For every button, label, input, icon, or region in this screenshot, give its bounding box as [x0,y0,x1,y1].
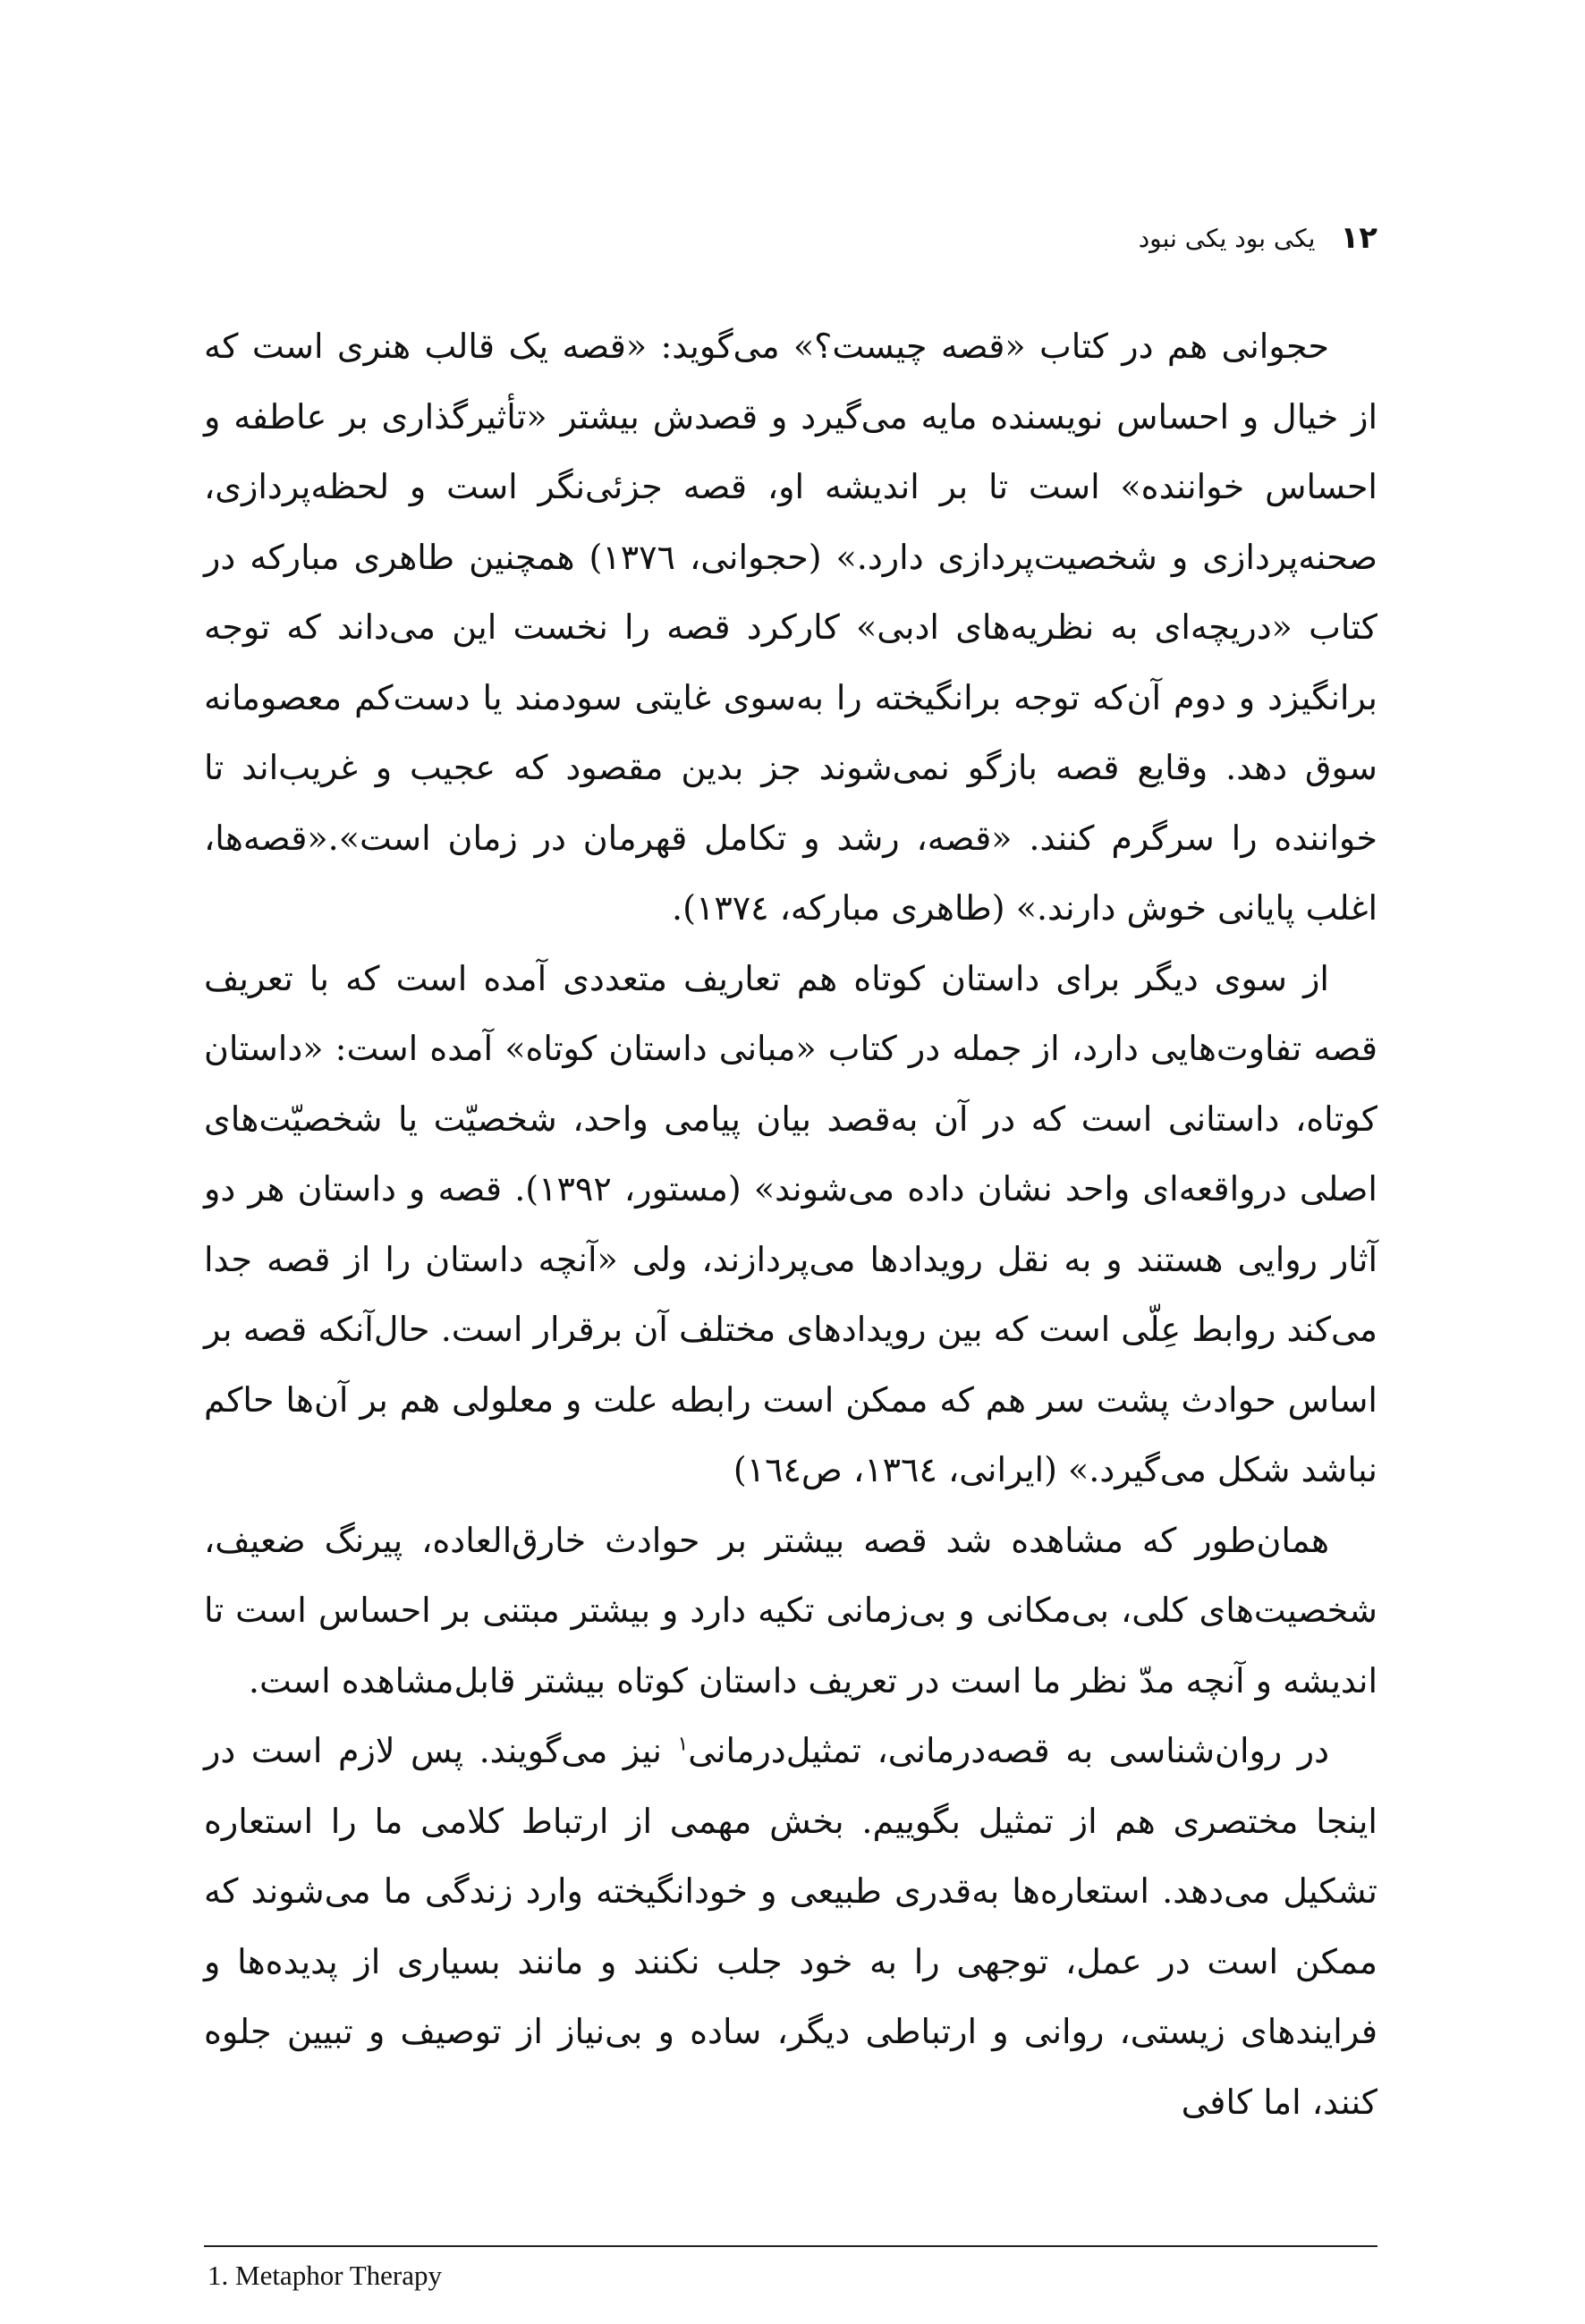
paragraph-metaphor-therapy-rest: نیز می‌گویند. پس لازم است در اینجا مختصری هم از تمثیل بگوییم. بخش مهمی از ارتباط کلامی ما را استعاره تشکیل می‌دهد. استعاره‌ها به‌قدری طبیعی و خودانگیخته وارد زندگی ما می‌شوند که ممکن است در عمل، توجهی را به خود جلب نکنند و مانند بسیاری از پدیده‌ها و فرایندهای زیستی، روانی و ارتباطی دیگر، ساده و بی‌نیاز از توصیف و تبیین جلوه کنند، اما کافی [204,1731,1377,2122]
paragraph-metaphor-therapy-start: در روان‌شناسی به قصه‌درمانی، تمثیل‌درمانی [688,1731,1329,1770]
paragraph-hajvani-definition: حجوانی هم در کتاب «قصه چیست؟» می‌گوید: «قصه یک قالب هنری است که از خیال و احساس نویسنده مایه می‌گیرد و قصدش بیشتر «تأثیرگذاری بر عاطفه و احساس خواننده» است تا بر اندیشه او، قصه جزئی‌نگر است و لحظه‌پردازی، صحنه‌پردازی و شخصیت‌پردازی دارد.» (حجوانی، ۱۳۷٦) همچنین طاهری مبارکه در کتاب «دریچه‌ای به نظریه‌های ادبی» کارکرد قصه را نخست این می‌داند که توجه برانگیزد و دوم آن‌که توجه برانگیخته را به‌سوی غایتی سودمند یا دست‌کم معصومانه سوق دهد. وقایع قصه بازگو نمی‌شوند جز بدین مقصود که عجیب و غریب‌اند تا خواننده را سرگرم کنند. «قصه، رشد و تکامل قهرمان در زمان است».«قصه‌ها، اغلب پایانی خوش دارند.» (طاهری مبارکه، ۱۳۷٤). [204,327,1377,928]
body-text [204,311,1377,2137]
book-title: یکی بود یکی نبود [1138,223,1316,253]
page-number: ۱۲ [1340,220,1377,256]
running-head [204,211,1377,265]
paragraph-metaphor-therapy [204,1716,1377,2137]
footnote-divider [204,2245,1377,2247]
footnote: 1. Metaphor Therapy [208,2260,442,2291]
paragraph-comparison: همان‌طور که مشاهده شد قصه بیشتر بر حوادث خارق‌العاده، پیرنگ ضعیف، شخصیت‌های کلی، بی‌مکانی و بی‌زمانی تکیه دارد و بیشتر مبتنی بر احساس است تا اندیشه و آنچه مدّ نظر ما است در تعریف داستان کوتاه بیشتر قابل‌مشاهده است. [204,1520,1377,1701]
footnote-reference: ۱ [677,1733,689,1756]
paragraph-short-story-definition: از سوی دیگر برای داستان کوتاه هم تعاریف متعددی آمده است که با تعریف قصه تفاوت‌هایی دارد، از جمله در کتاب «مبانی داستان کوتاه» آمده است: «داستان کوتاه، داستانی است که در آن به‌قصد بیان پیامی واحد، شخصیّت یا شخصیّت‌های اصلی درواقعه‌ای واحد نشان داده می‌شوند» (مستور، ۱۳۹۲). قصه و داستان هر دو آثار روایی هستند و به نقل رویدادها می‌پردازند، ولی «آنچه داستان را از قصه جدا می‌کند روابط عِلّی است که بین رویدادهای مختلف آن برقرار است. حال‌آنکه قصه بر اساس حوادث پشت سر هم که ممکن است رابطه علت و معلولی هم بر آن‌ها حاکم نباشد شکل می‌گیرد.» (ایرانی، ۱۳٦٤، ص۱٦٤) [204,958,1377,1489]
